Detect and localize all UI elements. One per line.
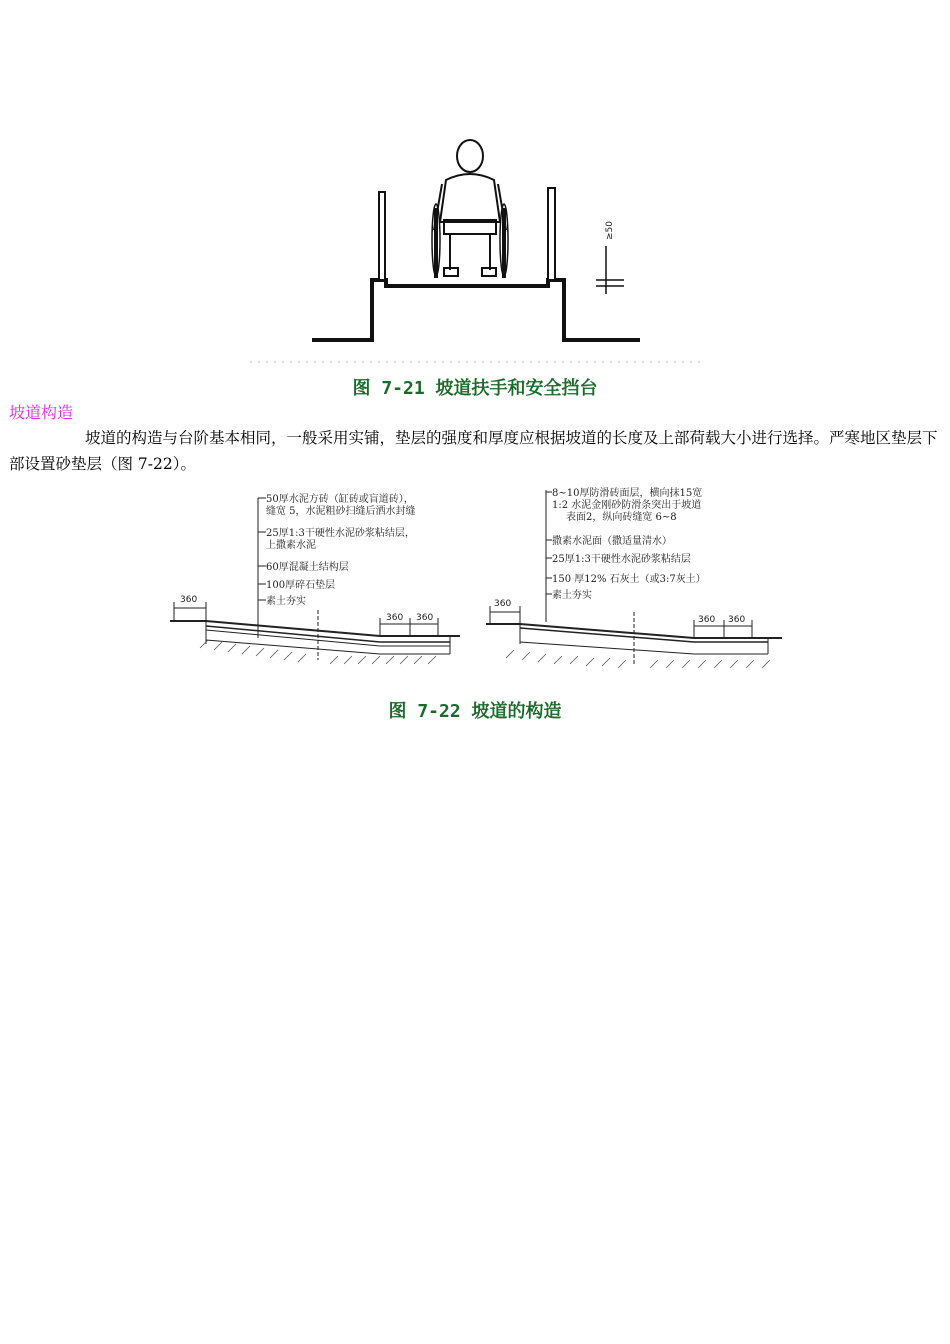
left-label-7: 素土夯实 [266, 596, 306, 607]
figure-7-21-drawing [230, 122, 720, 370]
left-dim-2: 360 [386, 613, 404, 623]
left-label-4: 上撒素水泥 [266, 540, 316, 551]
left-label-3: 25厚1:3干硬性水泥砂浆粘结层， [266, 528, 415, 539]
right-label-4: 撒素水泥面（撒适量清水） [552, 536, 672, 547]
right-label-3: 表面2，纵向砖缝宽 6~8 [566, 512, 677, 523]
dimension-label: ≥50 [605, 221, 615, 240]
right-label-6: 150 厚12% 石灰土（或3:7灰土） [552, 574, 706, 585]
left-dim-3: 360 [416, 613, 434, 623]
left-label-6: 100厚碎石垫层 [266, 580, 336, 591]
right-dim-2: 360 [698, 615, 716, 625]
right-dim-1: 360 [494, 599, 512, 609]
figure-7-22-caption: 图 7-22 坡道的构造 [388, 701, 562, 722]
right-label-1: 8~10厚防滑砖面层，横向抹15宽 [552, 488, 703, 499]
left-label-2: 缝宽 5，水泥粗砂扫缝后洒水封缝 [266, 506, 416, 517]
figure-7-22-right-drawing [486, 482, 786, 674]
figure-7-21-caption: 图 7-21 坡道扶手和安全挡台 [352, 378, 598, 399]
left-dim-1: 360 [180, 595, 198, 605]
left-label-5: 60厚混凝土结构层 [266, 562, 349, 573]
right-label-7: 素土夯实 [552, 590, 592, 601]
figure-7-22-left-drawing [170, 488, 460, 668]
left-label-1: 50厚水泥方砖（缸砖或盲道砖）， [266, 494, 414, 505]
section-paragraph: 坡道的构造与台阶基本相同，一般采用实铺，垫层的强度和厚度应根据坡道的长度及上部荷载大小进行选择。严寒地区垫层下部设置砂垫层（图 7-22）。 [9, 429, 938, 473]
right-dim-3: 360 [728, 615, 746, 625]
right-label-2: 1:2 水泥金刚砂防滑条突出于坡道 [552, 500, 702, 511]
right-label-5: 25厚1:3干硬性水泥砂浆粘结层 [552, 554, 691, 565]
section-heading: 坡道构造 [9, 403, 74, 422]
